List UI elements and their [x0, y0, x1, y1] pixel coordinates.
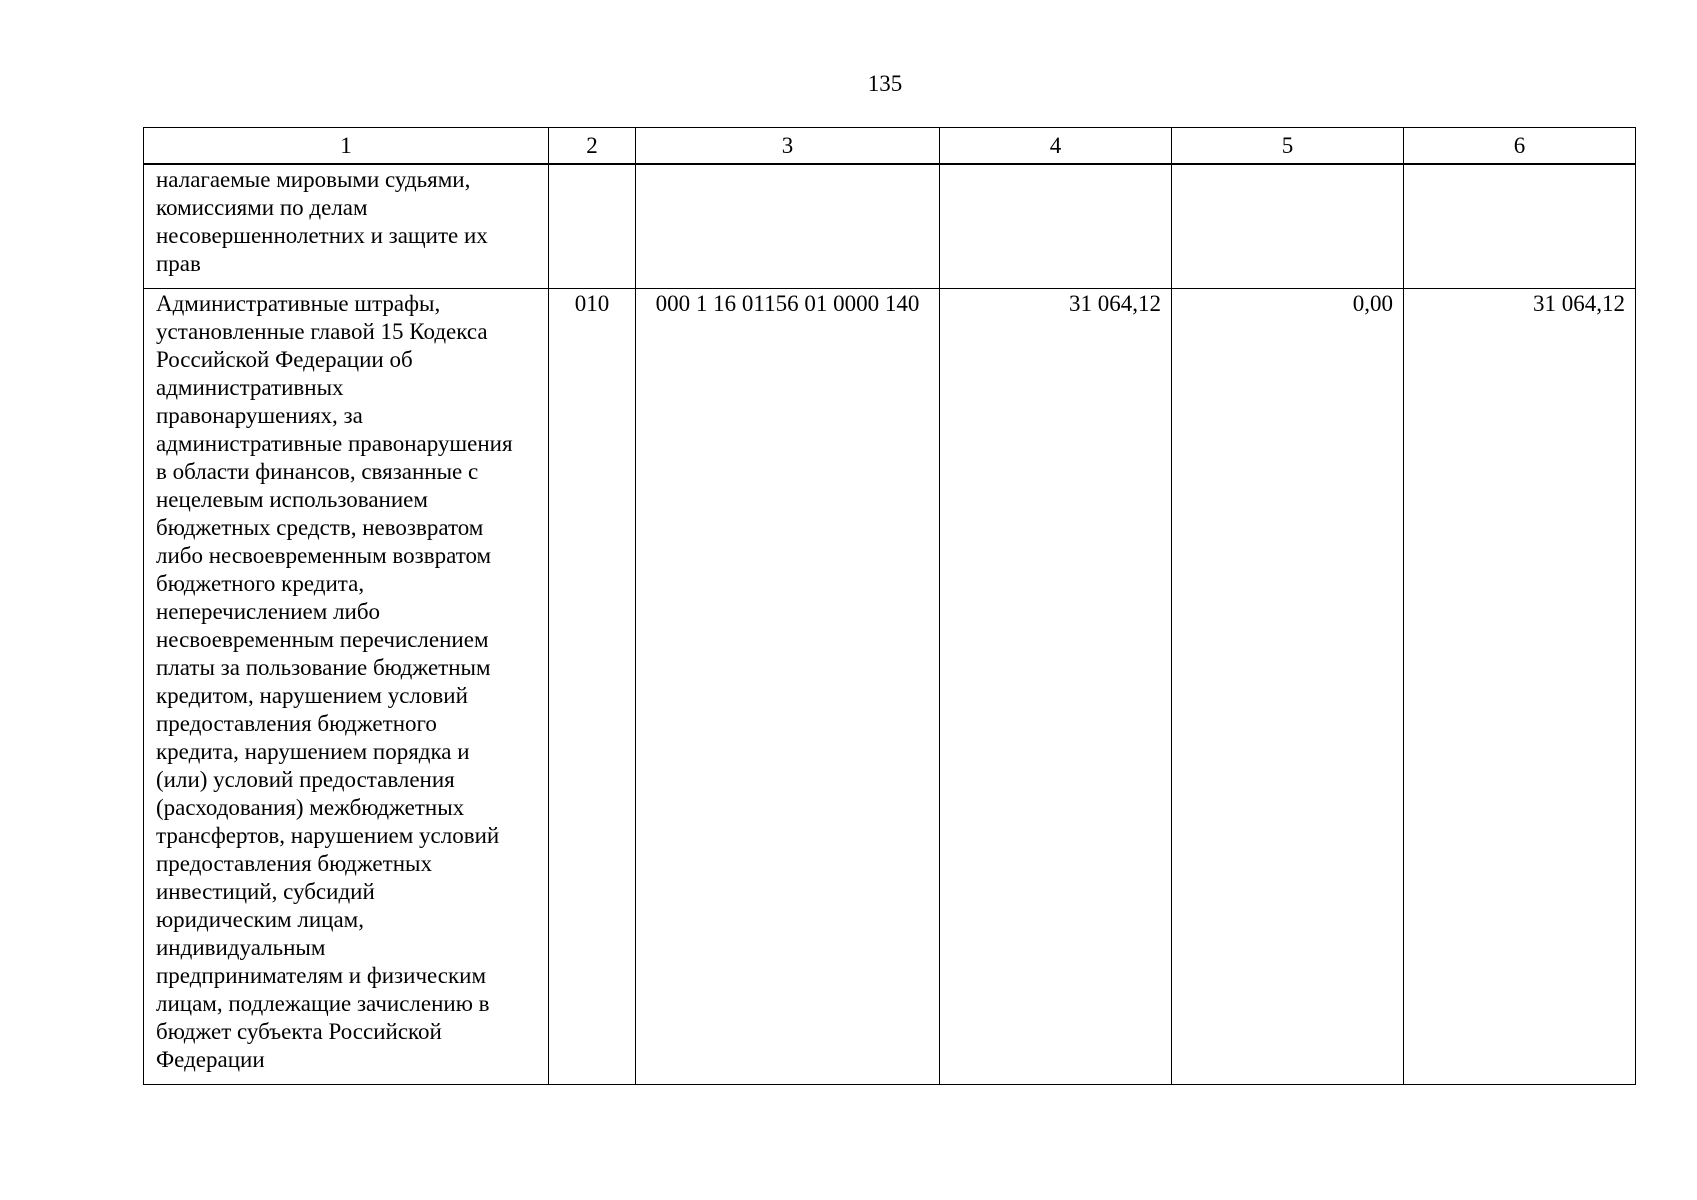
row-name-line: комиссиями по делам — [156, 195, 368, 220]
row-name-line: налагаемые мировыми судьями, — [156, 167, 471, 192]
row-name-line: предоставления бюджетных — [156, 851, 432, 876]
row-name-line: кредита, нарушением порядка и — [156, 739, 470, 764]
row-name-cell — [144, 164, 549, 289]
column-header-4: 4 — [940, 128, 1172, 165]
column-header-5: 5 — [1172, 128, 1404, 165]
row-code-cell: 010 — [549, 289, 636, 1085]
row-name-line: Административные штрафы, — [156, 291, 441, 316]
row-name-line: предоставления бюджетного — [156, 711, 437, 736]
row-name-line: несвоевременным перечислением — [156, 627, 489, 652]
column-header-1: 1 — [144, 128, 549, 165]
row-name-line: Российской Федерации об — [156, 347, 413, 372]
row-col5-cell — [1172, 164, 1404, 289]
row-name-line: бюджет субъекта Российской — [156, 1019, 442, 1044]
row-name-line: платы за пользование бюджетным — [156, 655, 491, 680]
row-kbk-cell: 000 1 16 01156 01 0000 140 — [636, 289, 940, 1085]
row-name-line: либо несвоевременным возвратом — [156, 543, 492, 568]
table-row — [144, 289, 1636, 1085]
row-name-line: предпринимателям и физическим — [156, 963, 487, 988]
row-col4-cell: 31 064,12 — [940, 289, 1172, 1085]
row-name-cell — [144, 289, 549, 1085]
row-name-line: индивидуальным — [156, 935, 326, 960]
row-name-line: кредитом, нарушением условий — [156, 683, 468, 708]
row-name-line: Федерации — [156, 1047, 265, 1072]
row-name-line: (расходования) межбюджетных — [156, 795, 465, 820]
row-name-line: прав — [156, 251, 201, 276]
row-name-line: бюджетных средств, невозвратом — [156, 515, 484, 540]
row-name-line: нецелевым использованием — [156, 487, 428, 512]
row-name-line: инвестиций, субсидий — [156, 879, 375, 904]
row-code-cell — [549, 164, 636, 289]
row-name-line: неперечислением либо — [156, 599, 381, 624]
row-name-line: юридическим лицам, — [156, 907, 364, 932]
row-col6-cell: 31 064,12 — [1404, 289, 1636, 1085]
row-name-line: (или) условий предоставления — [156, 767, 455, 792]
column-header-6: 6 — [1404, 128, 1636, 165]
row-name-line: административные правонарушения — [156, 431, 513, 456]
row-name-line: лицам, подлежащие зачислению в — [156, 991, 490, 1016]
row-name-line: установленные главой 15 Кодекса — [156, 319, 488, 344]
table-row — [144, 164, 1636, 289]
row-name-line: в области финансов, связанные с — [156, 459, 479, 484]
row-name-line: административных — [156, 375, 344, 400]
row-name-line: трансфертов, нарушением условий — [156, 823, 500, 848]
row-col4-cell — [940, 164, 1172, 289]
row-name-line: несовершеннолетних и защите их — [156, 223, 488, 248]
row-name-line: бюджетного кредита, — [156, 571, 365, 596]
page-number: 135 — [867, 71, 903, 96]
row-col6-cell — [1404, 164, 1636, 289]
revenue-table — [143, 127, 1636, 1085]
column-header-3: 3 — [636, 128, 940, 165]
column-header-2: 2 — [549, 128, 636, 165]
row-name-line: правонарушениях, за — [156, 403, 363, 428]
row-col5-cell: 0,00 — [1172, 289, 1404, 1085]
table-header-row — [144, 128, 1636, 165]
row-kbk-cell — [636, 164, 940, 289]
